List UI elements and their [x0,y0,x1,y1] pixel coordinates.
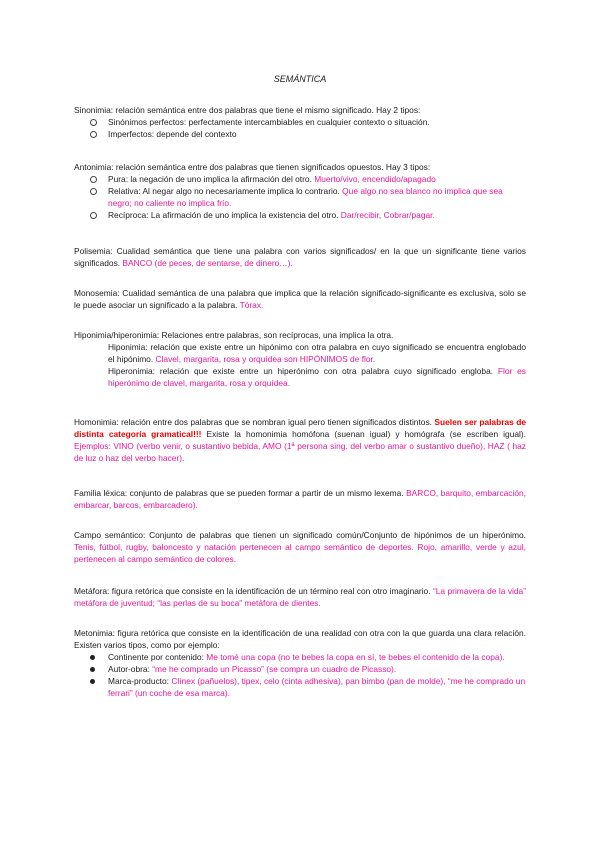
section-homonimia: Homonimia: relación entre dos palabras que se nombran igual pero tienen significados distintos. Suelen ser palabras de distinta categoría gramatical!!! Existe la homonimia homófona (suenan igual) y homógrafa (se escriben igual). Ejemplos: VINO (verbo venir, o sustantivo bebida, AMO (1ª persona sing. del verbo amar o sustantivo dueño), HAZ ( haz de luz o haz del verbo hacer). [74,417,526,463]
section-monosemia: Monosemia: Cualidad semántica de una palabra que implica que la relación significado-significante es exclusiva, solo se le puede asociar un significado a la palabra. Tórax. [74,288,526,310]
section-metonimia [74,627,526,699]
list-item: Imperfectos: depende del contexto [74,128,526,140]
sinonimia-intro: Sinonimia: relación semántica entre dos palabras que tiene el mismo significado. Hay 2 tipos: [74,105,421,115]
disc-bullet-icon [90,655,95,660]
homonimia-warning: Suelen ser palabras de distinta categoría gramatical!!! [74,417,526,439]
antonimia-list [74,173,526,221]
section-familia-lexica: Familia léxica: conjunto de palabras que se pueden formar a partir de un mismo lexema. BARCO, barquito, embarcación, embarcar, barcos, embarcadero). [74,488,526,510]
list-item: Continente por contenido: Me tomé una copa (no te bebes la copa en sí, te bebes el contenido de la copa). [74,651,526,663]
hiperonimia-definition: Hiperonimia: relación que existe entre un hiperónimo con otra palabra cuyo significado engloba. Flor es hiperónimo de clavel, margarita, rosa y orquídea. [108,366,526,388]
list-item: Recíproca: La afirmación de uno implica la existencia del otro. Dar/recibir, Cobrar/pagar. [74,209,526,221]
section-hiponimia [74,329,526,389]
circle-bullet-icon [90,119,97,126]
list-item: Autor-obra: “me he comprado un Picasso” (se compra un cuadro de Picasso). [74,663,526,675]
disc-bullet-icon [90,679,95,684]
sinonimia-list [74,116,526,140]
circle-bullet-icon [90,131,97,138]
circle-bullet-icon [90,176,97,183]
section-campo-semantico: Campo semántico: Conjunto de palabras que tienen un significado común/Conjunto de hipónimos de un hiperónimo. Tenis, fútbol, rugby, baloncesto y natación pertenecen al campo semántico de deportes. Rojo, amarillo, verde y azul, pertenecen al campo semántico de colores. [74,530,526,564]
disc-bullet-icon [90,667,95,672]
list-item: Pura: la negación de uno implica la afirmación del otro. Muerto/vivo, encendido/apagado [74,173,526,185]
metonimia-intro: Metonimia: figura retórica que consiste en la identificación de una realidad con otra con la que guarda una clara relación. Existen varios tipos, como por ejemplo: [74,628,526,650]
list-item: Sinónimos perfectos: perfectamente intercambiables en cualquier contexto o situación. [74,116,526,128]
page-title: SEMÁNTICA [273,74,327,84]
section-metafora: Metáfora: figura retórica que consiste en la identificación de un término real con otro imaginario. “La primavera de la vida” metáfora de juventud; “las perlas de su boca” metáfora de dientes. [74,586,526,608]
antonimia-intro: Antonimia: relación semántica entre dos palabras que tienen significados opuestos. Hay 3 tipos: [74,162,431,172]
hiponimia-definition: Hiponimia: relación que existe entre un hipónimo con otra palabra en cuyo significado se encuentra englobado el hipónimo. Clavel, margarita, rosa y orquídea son HIPÓNIMOS de flor. [108,342,526,364]
section-polisemia: Polisemia: Cualidad semántica que tiene una palabra con varios significados/ en la que un significante tiene varios significados. BANCO (de peces, de sentarse, de dinero…). [74,246,526,268]
list-item: Relativa: Al negar algo no necesariamente implica lo contrario. Que algo no sea blanco no implica que sea negro; no caliente no implica frío. [74,185,526,209]
metonimia-list [74,651,526,699]
section-sinonimia [74,104,526,140]
circle-bullet-icon [90,212,97,219]
section-antonimia [74,161,526,221]
hiponimia-intro: Hiponimia/hiperonimia: Relaciones entre palabras, son recíprocas, una implica la otra. [74,330,394,340]
list-item: Marca-producto: Clínex (pañuelos), tipex, celo (cinta adhesiva), pan bimbo (pan de molde), “me he comprado un ferrari” (un coche de esa marca). [74,675,526,699]
circle-bullet-icon [90,188,97,195]
